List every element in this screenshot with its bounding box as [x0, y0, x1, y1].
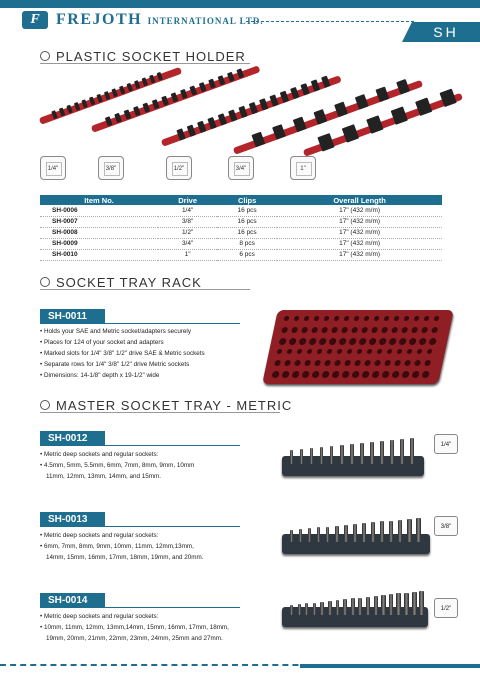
socket — [298, 604, 301, 615]
table-header-row — [40, 195, 442, 205]
socket — [317, 527, 320, 542]
cell-length: 17" (432 m/m) — [277, 249, 442, 260]
socket — [366, 597, 370, 615]
item-code-sh-0013: SH-0013 — [40, 512, 105, 527]
rack-slot — [354, 316, 360, 321]
socket — [370, 442, 374, 464]
rack-slot — [427, 349, 433, 354]
rack-slot — [317, 349, 323, 354]
rack-slot — [361, 371, 369, 378]
rack-slot — [351, 327, 358, 333]
cell-length: 17" (432 m/m) — [277, 216, 442, 227]
rack-slot — [381, 371, 389, 378]
table-row — [40, 216, 442, 227]
cell-drive: 1/2" — [158, 227, 217, 238]
rack-slot — [387, 349, 393, 354]
brand-logo: F — [22, 11, 48, 29]
rack-slot — [367, 349, 373, 354]
cell-drive: 1/4" — [158, 205, 217, 216]
rack-slot — [394, 360, 401, 366]
desc-line: • 4.5mm, 5mm, 5.5mm, 6mm, 7mm, 8mm, 9mm, 10mm — [40, 462, 195, 469]
desc-line: • 10mm, 11mm, 12mm, 13mm,14mm, 15mm, 16mm, 17mm, 18mm, — [40, 624, 229, 631]
tag-underline — [40, 323, 240, 324]
rack-slot — [391, 327, 398, 333]
desc-line: • Metric deep sockets and regular sockets: — [40, 532, 159, 539]
socket — [340, 445, 344, 464]
rack-slot — [377, 349, 383, 354]
circle-bullet-icon — [40, 277, 50, 287]
desc-line: 19mm, 20mm, 21mm, 22mm, 23mm, 24mm, 25mm and 27mm. — [46, 635, 223, 642]
socket — [320, 447, 323, 464]
socket — [343, 599, 347, 615]
rack-slot — [344, 316, 350, 321]
socket — [380, 441, 384, 464]
rack-slot — [281, 327, 288, 333]
socket — [313, 603, 316, 615]
spec-table — [40, 195, 442, 261]
section-title-plastic-holder — [40, 48, 246, 64]
rack-slot — [324, 316, 330, 321]
section-title-tray-rack — [40, 274, 202, 290]
rack-slot — [327, 349, 333, 354]
socket — [389, 521, 393, 542]
cell-clips: 8 pcs — [217, 238, 277, 249]
rack-slot — [277, 349, 283, 354]
rack-slot — [311, 327, 318, 333]
drive-size-box: 3/8" — [434, 516, 458, 536]
socket — [299, 529, 302, 542]
socket — [320, 602, 323, 615]
rack-slot — [304, 360, 311, 366]
section-title-text: PLASTIC SOCKET HOLDER — [56, 48, 246, 64]
rack-slot — [431, 327, 438, 333]
socket — [290, 605, 293, 615]
rack-slot — [337, 349, 343, 354]
rack-slot — [374, 316, 380, 321]
rack-slot — [324, 360, 331, 366]
rack-slot — [331, 371, 339, 378]
cell-item-no: SH-0010 — [40, 249, 158, 260]
rack-slot — [404, 316, 410, 321]
sh-0013-description — [40, 530, 203, 563]
rack-slot — [407, 349, 413, 354]
rack-slot — [401, 371, 409, 378]
rack-slot — [357, 349, 363, 354]
rack-slot — [424, 316, 430, 321]
rack-slot — [411, 327, 418, 333]
socket — [350, 444, 354, 464]
rack-slot — [364, 360, 371, 366]
rack-slot — [318, 338, 326, 345]
master-tray-3-8-image — [282, 534, 430, 554]
socket — [404, 593, 409, 615]
rack-slot — [388, 338, 396, 345]
rack-slot — [321, 371, 329, 378]
rack-slot — [384, 360, 391, 366]
top-bar — [0, 0, 480, 8]
desc-line: • Metric deep sockets and regular sockets: — [40, 451, 159, 458]
title-underline — [40, 289, 250, 290]
rack-slot — [401, 327, 408, 333]
rack-slot — [287, 349, 293, 354]
rack-slot — [381, 327, 388, 333]
rack-slot — [364, 316, 370, 321]
tag-underline — [40, 526, 240, 527]
drive-size-box: 1/2" — [434, 598, 458, 618]
master-tray-1-4-image — [282, 456, 424, 476]
cell-clips: 16 pcs — [217, 216, 277, 227]
rack-slot — [404, 360, 411, 366]
socket — [410, 438, 414, 464]
rack-slot — [338, 338, 346, 345]
footer-bar — [300, 664, 480, 668]
socket — [398, 520, 402, 542]
socket — [335, 526, 339, 542]
rack-slot — [417, 349, 423, 354]
list-item: • Marked slots for 1/4" 3/8" 1/2" drive SAE & Metric sockets — [40, 348, 205, 359]
rack-slot — [408, 338, 416, 345]
socket — [310, 448, 313, 464]
rack-slot — [347, 349, 353, 354]
col-drive: Drive — [158, 195, 217, 205]
drive-size-box: 1/4" — [434, 434, 458, 454]
socket — [353, 524, 357, 542]
rack-slot — [331, 327, 338, 333]
brand-divider — [246, 21, 414, 22]
socket — [407, 519, 412, 542]
rack-slot — [307, 349, 313, 354]
rack-slot — [298, 338, 306, 345]
rack-slot — [414, 360, 421, 366]
rack-slot — [314, 360, 321, 366]
rack-slot — [421, 327, 428, 333]
drive-size-1-2: 1/2" — [166, 156, 192, 180]
rack-slot — [271, 371, 279, 378]
cell-length: 17" (432 m/m) — [277, 238, 442, 249]
cell-clips: 16 pcs — [217, 227, 277, 238]
tag-underline — [40, 445, 240, 446]
rack-slot — [301, 371, 309, 378]
rack-slot — [291, 327, 298, 333]
rack-slot — [328, 338, 336, 345]
drive-size-1-4: 1/4" — [40, 156, 66, 180]
rack-slot — [344, 360, 351, 366]
table-row — [40, 249, 442, 260]
rack-slot — [424, 360, 431, 366]
socket — [300, 449, 303, 464]
rack-slot — [334, 360, 341, 366]
rack-slot — [308, 338, 316, 345]
socket — [390, 440, 394, 464]
sh-0012-description — [40, 449, 194, 482]
brand-name-main: FREJOTH — [56, 11, 143, 28]
col-clips: Clips — [217, 195, 277, 205]
list-item: • Holds your SAE and Metric socket/adapters securely — [40, 326, 205, 337]
rack-slot — [361, 327, 368, 333]
brand-name-sub: INTERNATIONAL LTD. — [147, 16, 264, 26]
rack-slot — [291, 371, 299, 378]
socket — [344, 525, 348, 542]
socket — [412, 592, 417, 615]
item-code-sh-0011: SH-0011 — [40, 309, 105, 324]
drive-size-1: 1" — [290, 156, 316, 180]
desc-line: 11mm, 12mm, 13mm, 14mm, and 15mm. — [46, 473, 162, 480]
cell-length: 17" (432 m/m) — [277, 205, 442, 216]
rack-slot — [398, 338, 406, 345]
list-item: • Separate rows for 1/4" 3/8" 1/2" drive Metric sockets — [40, 359, 205, 370]
rack-slot — [358, 338, 366, 345]
cell-item-no: SH-0008 — [40, 227, 158, 238]
cell-drive: 1" — [158, 249, 217, 260]
rack-slot — [278, 338, 286, 345]
holder-rail-1 — [303, 93, 463, 157]
section-title-text: MASTER SOCKET TRAY - METRIC — [56, 397, 293, 413]
socket — [380, 521, 384, 542]
rack-slot — [371, 327, 378, 333]
title-underline — [40, 63, 250, 64]
cell-drive: 3/8" — [158, 216, 217, 227]
circle-bullet-icon — [40, 51, 50, 61]
socket — [358, 598, 362, 615]
table-row — [40, 205, 442, 216]
rack-slot — [394, 316, 400, 321]
rack-slot — [341, 327, 348, 333]
rack-slot — [334, 316, 340, 321]
section-title-text: SOCKET TRAY RACK — [56, 274, 202, 290]
circle-bullet-icon — [40, 400, 50, 410]
rack-slot — [294, 360, 301, 366]
socket — [389, 594, 394, 615]
rack-slot — [351, 371, 359, 378]
drive-size-3-8: 3/8" — [98, 156, 124, 180]
rack-slot — [348, 338, 356, 345]
holder-rail-1-4 — [39, 67, 182, 125]
rack-slot — [411, 371, 419, 378]
list-item: • Dimensions: 14-1/8" depth x 19-1/2" wide — [40, 370, 205, 381]
socket — [328, 601, 332, 615]
brand-name — [56, 11, 264, 29]
socket — [308, 528, 311, 542]
sh-0014-description — [40, 611, 229, 644]
master-tray-1-2-image — [282, 607, 428, 627]
socket — [290, 450, 293, 464]
col-length: Overall Length — [277, 195, 442, 205]
tray-rack-features — [40, 326, 205, 381]
rack-slot — [371, 371, 379, 378]
cell-item-no: SH-0007 — [40, 216, 158, 227]
desc-line: • Metric deep sockets and regular sockets: — [40, 613, 159, 620]
desc-line: • 6mm, 7mm, 8mm, 9mm, 10mm, 11mm, 12mm,13mm, — [40, 543, 194, 550]
item-code-sh-0014: SH-0014 — [40, 593, 105, 608]
rack-slot — [311, 371, 319, 378]
socket — [305, 603, 308, 615]
table-row — [40, 238, 442, 249]
socket — [330, 446, 333, 464]
socket — [326, 527, 329, 542]
rack-slot — [288, 338, 296, 345]
rack-slot — [284, 316, 290, 321]
rack-slot — [397, 349, 403, 354]
rack-slot — [274, 360, 281, 366]
cell-clips: 6 pcs — [217, 249, 277, 260]
tray-rack-image — [262, 310, 454, 384]
socket — [371, 522, 375, 542]
table-row — [40, 227, 442, 238]
rack-slot — [428, 338, 436, 345]
rack-slot — [391, 371, 399, 378]
list-item: • Places for 124 of your socket and adapters — [40, 337, 205, 348]
rack-slot — [414, 316, 420, 321]
tag-underline — [40, 607, 240, 608]
socket — [400, 439, 404, 464]
socket — [336, 600, 340, 615]
section-code-tab: SH — [412, 22, 480, 42]
rack-slot — [341, 371, 349, 378]
rack-slot — [418, 338, 426, 345]
socket — [419, 591, 424, 615]
socket — [362, 523, 366, 542]
rack-slot — [354, 360, 361, 366]
cell-drive: 3/4" — [158, 238, 217, 249]
rack-slot — [368, 338, 376, 345]
rack-slot — [281, 371, 289, 378]
cell-clips: 16 pcs — [217, 205, 277, 216]
socket — [374, 596, 378, 615]
rack-slot — [294, 316, 300, 321]
rack-slot — [321, 327, 328, 333]
cell-length: 17" (432 m/m) — [277, 227, 442, 238]
socket — [290, 530, 293, 542]
desc-line: 14mm, 15mm, 16mm, 17mm, 18mm, 19mm, and 20mm. — [46, 554, 204, 561]
socket — [360, 443, 364, 464]
section-title-master-tray — [40, 397, 292, 413]
rack-slot — [374, 360, 381, 366]
socket — [381, 595, 385, 615]
rack-slot — [384, 316, 390, 321]
rack-slot — [434, 316, 440, 321]
rack-slot — [421, 371, 429, 378]
rack-slot — [297, 349, 303, 354]
rack-slot — [314, 316, 320, 321]
socket — [396, 593, 401, 615]
socket — [351, 598, 355, 615]
cell-item-no: SH-0006 — [40, 205, 158, 216]
socket — [416, 518, 421, 542]
rack-slot — [304, 316, 310, 321]
rack-slot — [378, 338, 386, 345]
item-code-sh-0012: SH-0012 — [40, 431, 105, 446]
rack-slot — [284, 360, 291, 366]
title-underline — [40, 412, 280, 413]
col-item-no: Item No. — [40, 195, 158, 205]
rack-slot — [301, 327, 308, 333]
drive-size-3-4: 3/4" — [228, 156, 254, 180]
cell-item-no: SH-0009 — [40, 238, 158, 249]
